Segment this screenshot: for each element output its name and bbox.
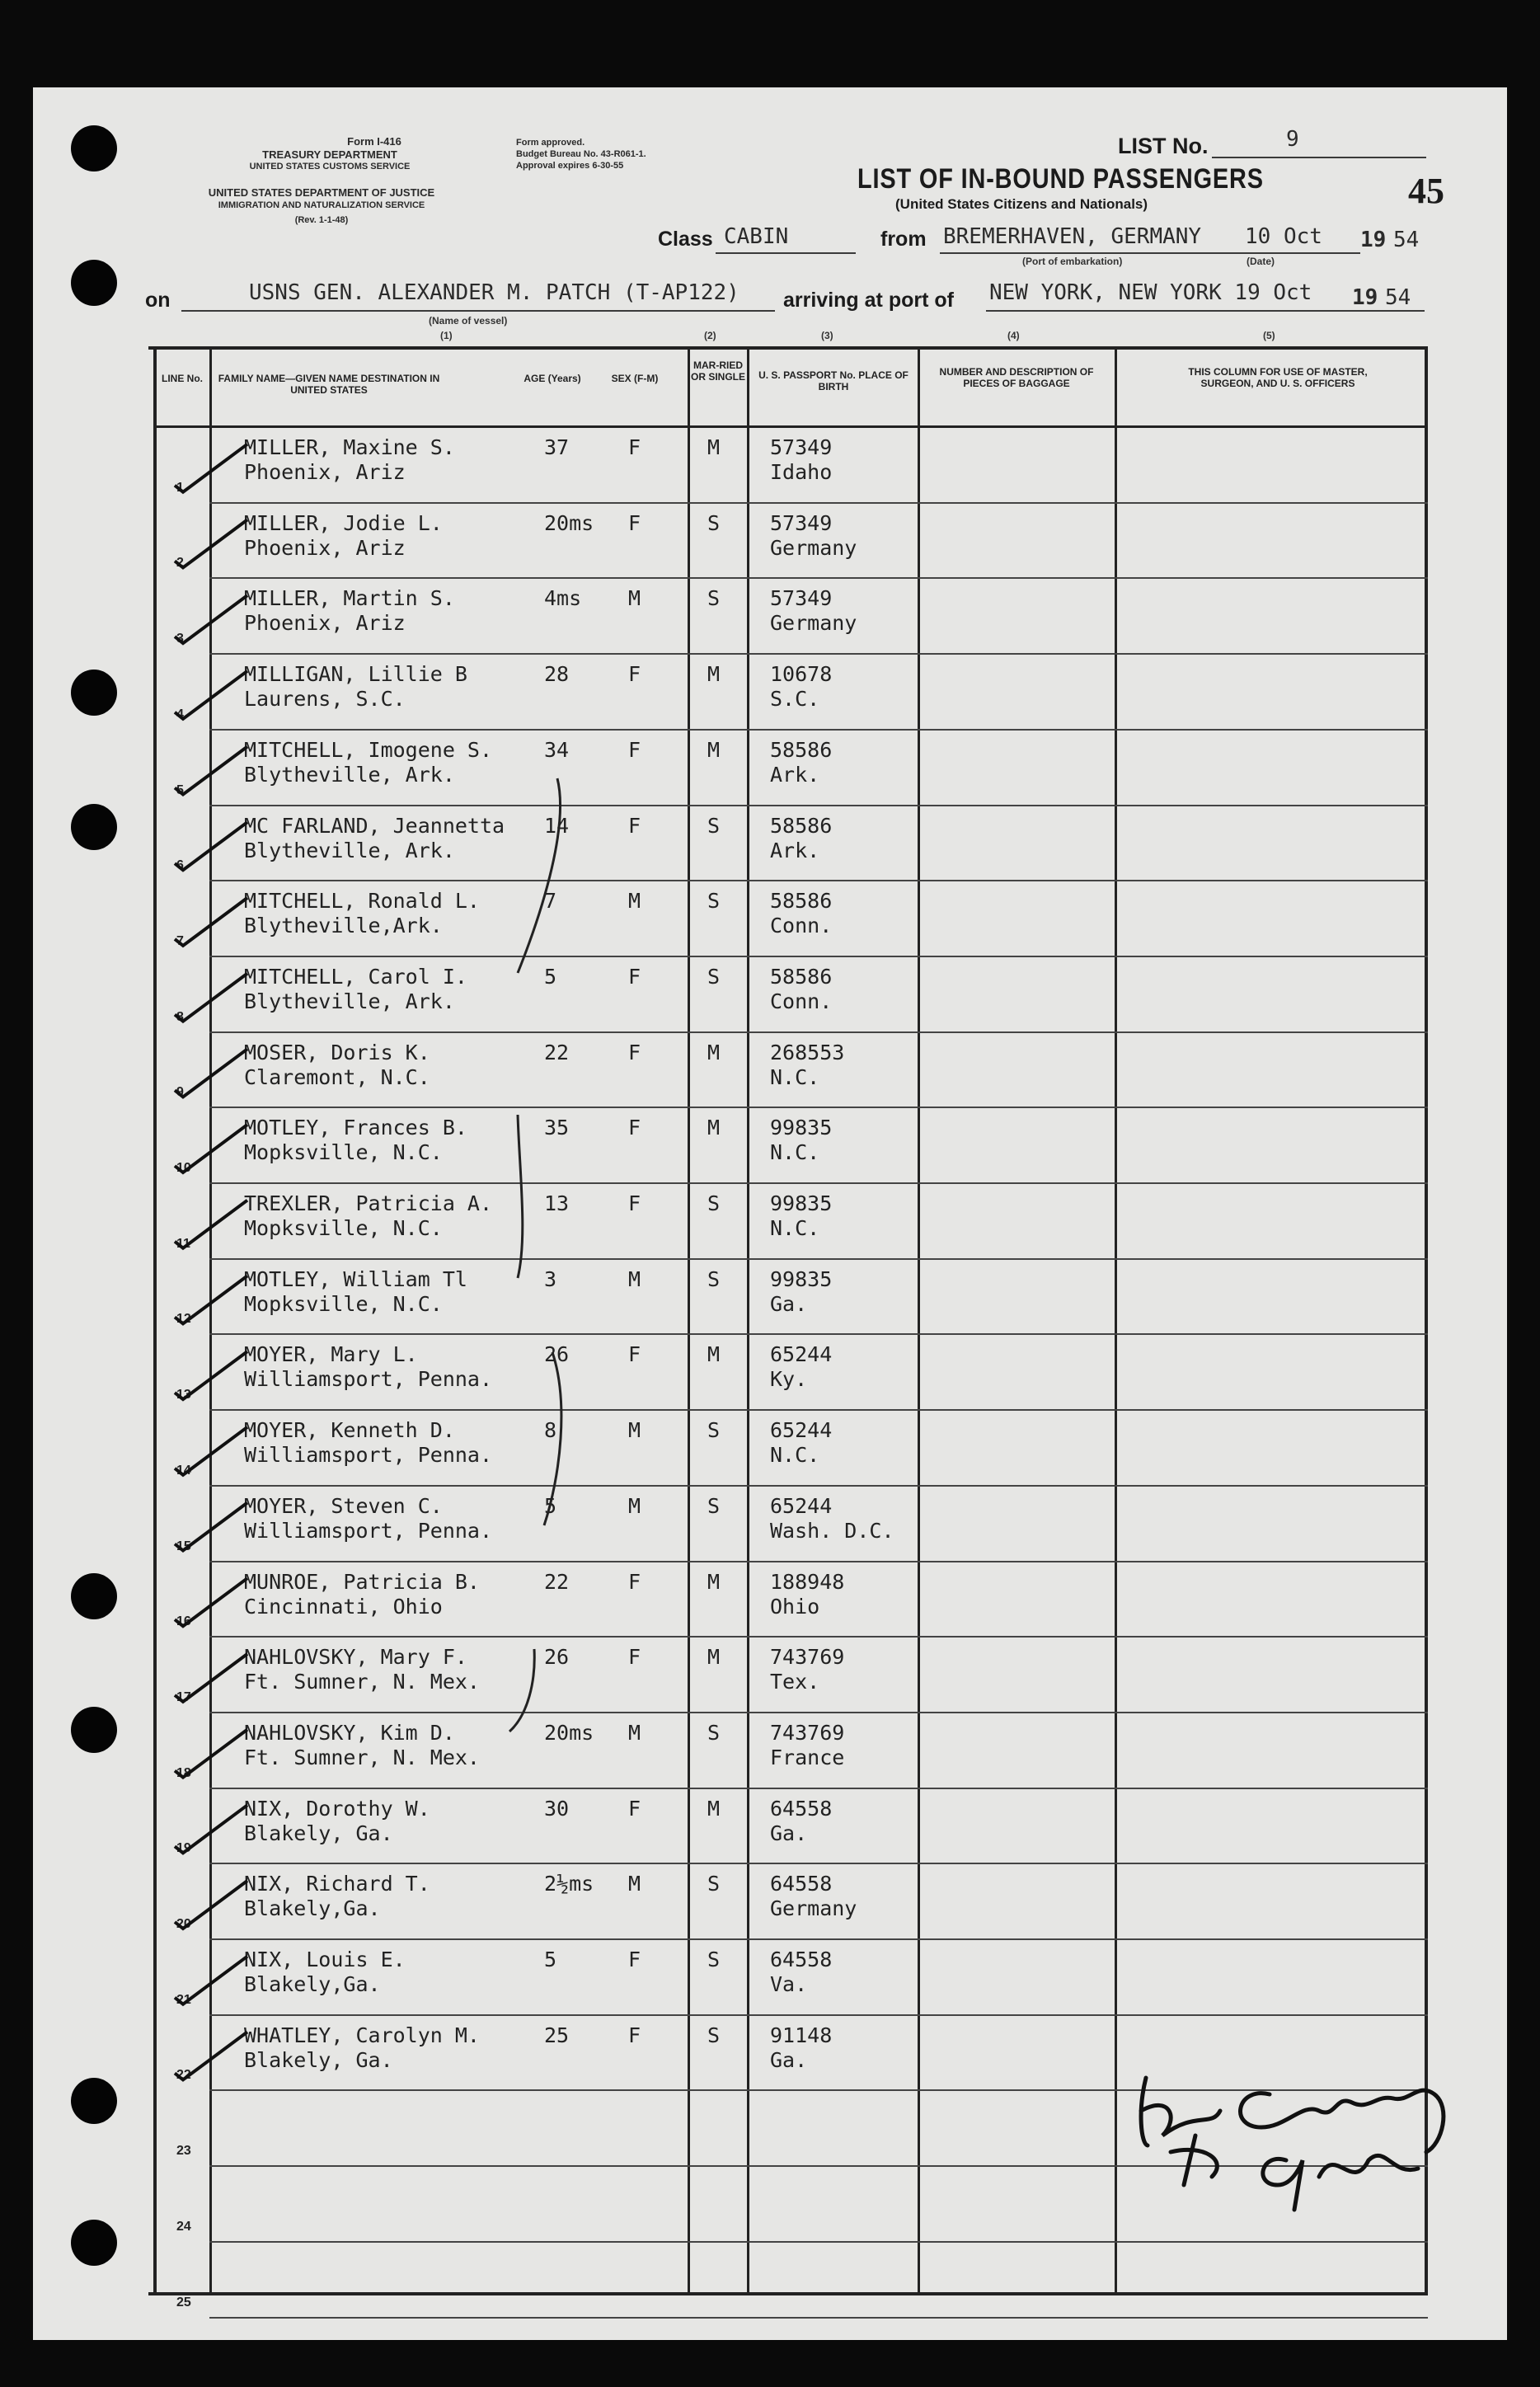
cell-age: 22 — [544, 1569, 570, 1594]
cell-dest: Ft. Sumner, N. Mex. — [244, 1745, 480, 1769]
form-number: Form I-416 — [347, 135, 401, 148]
cell-ms: S — [707, 1493, 721, 1518]
port-caption: (Port of embarkation) — [1022, 256, 1123, 267]
cell-dest: Blakely, Ga. — [244, 1821, 393, 1845]
cell-sex: F — [628, 510, 641, 535]
cell-dest: Williamsport, Penna. — [244, 1443, 493, 1468]
line-number: 21 — [176, 1992, 191, 2007]
cell-age: 26 — [544, 1645, 570, 1670]
col-header-passport: U. S. PASSPORT No. PLACE OF BIRTH — [758, 369, 909, 392]
cell-passport: 99835 — [770, 1191, 833, 1215]
cell-passport: 10678 — [770, 662, 833, 687]
cell-age: 2½ms — [544, 1872, 594, 1896]
budget-expires: Approval expires 6-30-55 — [516, 161, 624, 171]
arrival-year-suffix: 54 — [1385, 285, 1411, 310]
date-caption: (Date) — [1247, 256, 1275, 267]
cell-ms: M — [707, 1342, 721, 1367]
line-number: 7 — [176, 933, 184, 948]
check-mark — [175, 1957, 247, 2004]
page-number: 45 — [1408, 171, 1444, 211]
cell-age: 5 — [544, 1493, 557, 1518]
check-mark — [175, 1805, 247, 1853]
embarkation-year-prefix: 19 — [1360, 228, 1387, 252]
cell-ms: S — [707, 1872, 721, 1896]
cell-birth: Germany — [770, 611, 857, 636]
cell-birth: Conn. — [770, 989, 833, 1013]
cell-ms: S — [707, 2023, 721, 2047]
bracket-mark — [518, 1115, 523, 1278]
line-number: 1 — [176, 480, 184, 495]
check-mark — [175, 1881, 247, 1929]
cell-passport: 99835 — [770, 1266, 833, 1291]
line-number: 11 — [176, 1236, 190, 1251]
treasury-department: TREASURY DEPARTMENT — [262, 148, 397, 161]
cell-dest: Blytheville, Ark. — [244, 989, 455, 1013]
cell-name: NAHLOVSKY, Kim D. — [244, 1720, 455, 1745]
cell-passport: 57349 — [770, 435, 833, 459]
cell-name: MILLER, Jodie L. — [244, 510, 443, 535]
cell-dest: Blytheville, Ark. — [244, 762, 455, 787]
line-number: 19 — [176, 1841, 191, 1856]
cell-dest: Blakely,Ga. — [244, 1972, 381, 1996]
cell-age: 3 — [544, 1266, 557, 1291]
cell-passport: 57349 — [770, 510, 833, 535]
col-header-line: LINE No. — [162, 373, 203, 384]
cell-name: MC FARLAND, Jeannetta — [244, 813, 505, 838]
line-number: 10 — [176, 1161, 191, 1175]
line-number: 12 — [176, 1312, 191, 1327]
cell-dest: Blakely,Ga. — [244, 1896, 381, 1921]
on-label: on — [145, 289, 171, 312]
cell-ms: M — [707, 1116, 721, 1140]
cell-sex: F — [628, 1191, 641, 1215]
line-number: 3 — [176, 632, 184, 646]
budget-approved: Form approved. — [516, 138, 585, 148]
cell-passport: 58586 — [770, 813, 833, 838]
line-number: 8 — [176, 1009, 184, 1024]
cell-dest: Phoenix, Ariz — [244, 611, 406, 636]
cell-sex: M — [628, 1872, 641, 1896]
cell-sex: F — [628, 2023, 641, 2047]
check-mark — [175, 671, 247, 719]
cell-dest: Mopksville, N.C. — [244, 1216, 443, 1240]
cell-sex: M — [628, 889, 641, 914]
cell-birth: N.C. — [770, 1216, 820, 1240]
cell-passport: 58586 — [770, 964, 833, 989]
cell-age: 30 — [544, 1796, 570, 1821]
cell-birth: Ark. — [770, 762, 820, 787]
line-number: 17 — [176, 1689, 191, 1704]
cell-birth: Va. — [770, 1972, 808, 1996]
check-mark — [175, 1276, 247, 1323]
cell-ms: M — [707, 435, 721, 459]
cell-name: MOSER, Doris K. — [244, 1040, 430, 1064]
line-number: 9 — [176, 1085, 184, 1100]
check-mark — [175, 1654, 247, 1702]
cell-ms: S — [707, 1191, 721, 1215]
cell-name: NAHLOVSKY, Mary F. — [244, 1645, 467, 1670]
check-mark — [175, 1503, 247, 1551]
cell-ms: M — [707, 1796, 721, 1821]
line-number: 25 — [176, 2295, 191, 2309]
cell-sex: F — [628, 1342, 641, 1367]
cell-sex: F — [628, 1948, 641, 1971]
arrival-port: NEW YORK, NEW YORK 19 Oct — [989, 280, 1312, 305]
check-mark — [175, 822, 247, 870]
cell-name: MITCHELL, Ronald L. — [244, 889, 480, 914]
cell-dest: Phoenix, Ariz — [244, 460, 406, 484]
class-label: Class — [658, 228, 713, 251]
cell-name: NIX, Richard T. — [244, 1872, 430, 1896]
cell-passport: 64558 — [770, 1948, 833, 1971]
cell-sex: M — [628, 586, 641, 611]
line-number: 4 — [176, 707, 184, 721]
column-number: (2) — [704, 330, 716, 341]
cell-birth: Germany — [770, 1896, 857, 1921]
cell-ms: S — [707, 1720, 721, 1745]
cell-birth: N.C. — [770, 1443, 820, 1468]
check-mark — [175, 898, 247, 946]
cell-passport: 743769 — [770, 1720, 845, 1745]
arrival-year-prefix: 19 — [1352, 285, 1378, 310]
embarkation-date: 10 Oct — [1245, 224, 1322, 249]
col-header-age: AGE (Years) — [524, 373, 581, 384]
line-number: 23 — [176, 2144, 191, 2159]
vessel-caption: (Name of vessel) — [429, 315, 508, 327]
cell-name: MOYER, Kenneth D. — [244, 1418, 455, 1443]
cell-passport: 64558 — [770, 1872, 833, 1896]
port-of-embarkation: BREMERHAVEN, GERMANY — [943, 224, 1202, 249]
cell-name: NIX, Dorothy W. — [244, 1796, 430, 1821]
list-number-label: LIST No. — [1118, 134, 1209, 158]
cell-name: MITCHELL, Carol I. — [244, 964, 467, 989]
cell-age: 14 — [544, 813, 570, 838]
cell-sex: F — [628, 964, 641, 989]
cell-age: 26 — [544, 1342, 570, 1367]
check-mark — [175, 1427, 247, 1475]
check-mark — [175, 1125, 247, 1172]
cell-birth: Wash. D.C. — [770, 1518, 894, 1543]
line-number: 13 — [176, 1388, 191, 1403]
cell-sex: M — [628, 1493, 641, 1518]
cell-birth: N.C. — [770, 1064, 820, 1089]
cell-name: MITCHELL, Imogene S. — [244, 737, 493, 762]
cell-birth: Tex. — [770, 1670, 820, 1694]
line-number: 18 — [176, 1765, 191, 1780]
cell-birth: Ga. — [770, 2047, 808, 2072]
cell-sex: F — [628, 1645, 641, 1670]
handwritten-signature — [1141, 2078, 1444, 2210]
cell-sex: F — [628, 1569, 641, 1594]
form-revision: (Rev. 1-1-48) — [294, 215, 349, 225]
cell-birth: Ga. — [770, 1821, 808, 1845]
bracket-mark — [544, 1352, 561, 1525]
cell-name: TREXLER, Patricia A. — [244, 1191, 493, 1215]
cell-name: MILLER, Maxine S. — [244, 435, 455, 459]
line-number: 24 — [176, 2219, 191, 2234]
ins-service: IMMIGRATION AND NATURALIZATION SERVICE — [218, 200, 425, 210]
cell-dest: Mopksville, N.C. — [244, 1291, 443, 1316]
column-number: (5) — [1263, 330, 1275, 341]
cell-age: 22 — [544, 1040, 570, 1064]
cell-birth: Ga. — [770, 1291, 808, 1316]
page-subtitle: (United States Citizens and Nationals) — [895, 196, 1148, 212]
cell-age: 34 — [544, 737, 570, 762]
arriving-label: arriving at port of — [783, 289, 954, 312]
cell-birth: Conn. — [770, 914, 833, 938]
line-number: 2 — [176, 556, 184, 571]
cell-passport: 64558 — [770, 1796, 833, 1821]
cell-passport: 743769 — [770, 1645, 845, 1670]
cell-ms: M — [707, 737, 721, 762]
col-header-officials: THIS COLUMN FOR USE OF MASTER, SURGEON, AND U. S. OFFICERS — [1188, 366, 1368, 389]
line-number: 16 — [176, 1614, 191, 1629]
cell-name: MUNROE, Patricia B. — [244, 1569, 480, 1594]
check-mark — [175, 595, 247, 643]
line-number: 5 — [176, 782, 184, 797]
cell-ms: M — [707, 1040, 721, 1064]
cell-name: NIX, Louis E. — [244, 1948, 406, 1971]
cell-age: 35 — [544, 1116, 570, 1140]
cell-passport: 65244 — [770, 1342, 833, 1367]
cell-dest: Cincinnati, Ohio — [244, 1594, 443, 1619]
cell-passport: 188948 — [770, 1569, 845, 1594]
cell-ms: S — [707, 1266, 721, 1291]
cell-sex: F — [628, 435, 641, 459]
cell-ms: S — [707, 1418, 721, 1443]
line-number: 14 — [176, 1463, 191, 1478]
line-number: 15 — [176, 1539, 191, 1553]
cell-age: 25 — [544, 2023, 570, 2047]
cell-dest: Mopksville, N.C. — [244, 1140, 443, 1165]
cell-ms: S — [707, 586, 721, 611]
check-marks — [175, 444, 247, 2080]
customs-service: UNITED STATES CUSTOMS SERVICE — [249, 162, 411, 172]
cell-passport: 99835 — [770, 1116, 833, 1140]
line-number: 20 — [176, 1917, 191, 1931]
check-mark — [175, 747, 247, 795]
cell-age: 5 — [544, 964, 557, 989]
check-mark — [175, 1578, 247, 1626]
cell-birth: Germany — [770, 535, 857, 560]
cell-birth: Ark. — [770, 838, 820, 862]
cell-birth: Idaho — [770, 460, 833, 484]
cell-ms: S — [707, 964, 721, 989]
column-number: (3) — [821, 330, 833, 341]
cell-sex: F — [628, 662, 641, 687]
cell-dest: Blytheville,Ark. — [244, 914, 443, 938]
cell-dest: Blytheville, Ark. — [244, 838, 455, 862]
cell-dest: Claremont, N.C. — [244, 1064, 430, 1089]
from-label: from — [880, 228, 927, 251]
cell-birth: Ohio — [770, 1594, 820, 1619]
cell-age: 7 — [544, 889, 557, 914]
cell-age: 8 — [544, 1418, 557, 1443]
cell-sex: M — [628, 1720, 641, 1745]
cell-age: 20ms — [544, 1720, 594, 1745]
cell-sex: F — [628, 737, 641, 762]
cell-passport: 58586 — [770, 889, 833, 914]
check-mark — [175, 519, 247, 567]
department-of-justice: UNITED STATES DEPARTMENT OF JUSTICE — [208, 186, 435, 199]
col-header-baggage: NUMBER AND DESCRIPTION OF PIECES OF BAGGAGE — [939, 366, 1094, 389]
cell-passport: 91148 — [770, 2023, 833, 2047]
cell-name: MOYER, Steven C. — [244, 1493, 443, 1518]
cell-birth: France — [770, 1745, 845, 1769]
cell-birth: Ky. — [770, 1367, 808, 1392]
cell-age: 5 — [544, 1948, 557, 1971]
list-number: 9 — [1286, 127, 1299, 152]
cell-ms: S — [707, 510, 721, 535]
cell-sex: M — [628, 1266, 641, 1291]
cell-age: 4ms — [544, 586, 582, 611]
column-number: (1) — [440, 330, 453, 341]
cell-passport: 268553 — [770, 1040, 845, 1064]
cell-passport: 65244 — [770, 1418, 833, 1443]
cell-name: MILLIGAN, Lillie B — [244, 662, 467, 687]
cell-birth: S.C. — [770, 687, 820, 712]
cell-passport: 57349 — [770, 586, 833, 611]
cell-ms: S — [707, 889, 721, 914]
column-number: (4) — [1007, 330, 1020, 341]
cell-ms: M — [707, 1645, 721, 1670]
cell-age: 13 — [544, 1191, 570, 1215]
check-mark — [175, 974, 247, 1022]
check-mark — [175, 1049, 247, 1097]
line-number: 22 — [176, 2068, 191, 2083]
cell-name: MILLER, Martin S. — [244, 586, 455, 611]
cell-sex: M — [628, 1418, 641, 1443]
cell-ms: S — [707, 1948, 721, 1971]
cell-ms: M — [707, 662, 721, 687]
check-mark — [175, 444, 247, 492]
page-title: LIST OF IN-BOUND PASSENGERS — [857, 163, 1264, 195]
cell-birth: N.C. — [770, 1140, 820, 1165]
vessel-name: USNS GEN. ALEXANDER M. PATCH (T-AP122) — [249, 280, 739, 305]
cell-name: MOTLEY, William Tl — [244, 1266, 467, 1291]
cell-dest: Williamsport, Penna. — [244, 1518, 493, 1543]
check-mark — [175, 1351, 247, 1399]
cell-sex: F — [628, 1116, 641, 1140]
cell-name: MOTLEY, Frances B. — [244, 1116, 467, 1140]
cell-sex: F — [628, 813, 641, 838]
cell-age: 28 — [544, 662, 570, 687]
embarkation-year-suffix: 54 — [1393, 228, 1420, 252]
cell-passport: 58586 — [770, 737, 833, 762]
cell-dest: Phoenix, Ariz — [244, 535, 406, 560]
bracket-mark — [518, 778, 561, 973]
cell-name: MOYER, Mary L. — [244, 1342, 418, 1367]
class-value: CABIN — [724, 224, 789, 249]
cell-passport: 65244 — [770, 1493, 833, 1518]
check-mark — [175, 1201, 247, 1248]
col-header-married: MAR-RIED OR SINGLE — [691, 359, 746, 383]
check-mark — [175, 2032, 247, 2079]
cell-dest: Ft. Sumner, N. Mex. — [244, 1670, 480, 1694]
cell-age: 37 — [544, 435, 570, 459]
cell-age: 20ms — [544, 510, 594, 535]
col-header-name: FAMILY NAME—GIVEN NAME DESTINATION IN UNITED STATES — [218, 373, 440, 396]
cell-sex: F — [628, 1040, 641, 1064]
cell-dest: Blakely, Ga. — [244, 2047, 393, 2072]
cell-dest: Williamsport, Penna. — [244, 1367, 493, 1392]
bracket-mark — [509, 1649, 534, 1732]
line-number: 6 — [176, 858, 184, 873]
cell-ms: S — [707, 813, 721, 838]
col-header-sex: SEX (F-M) — [611, 373, 659, 384]
cell-ms: M — [707, 1569, 721, 1594]
budget-bureau: Budget Bureau No. 43-R061-1. — [516, 149, 646, 159]
cell-dest: Laurens, S.C. — [244, 687, 406, 712]
check-mark — [175, 1730, 247, 1778]
cell-name: WHATLEY, Carolyn M. — [244, 2023, 480, 2047]
cell-sex: F — [628, 1796, 641, 1821]
